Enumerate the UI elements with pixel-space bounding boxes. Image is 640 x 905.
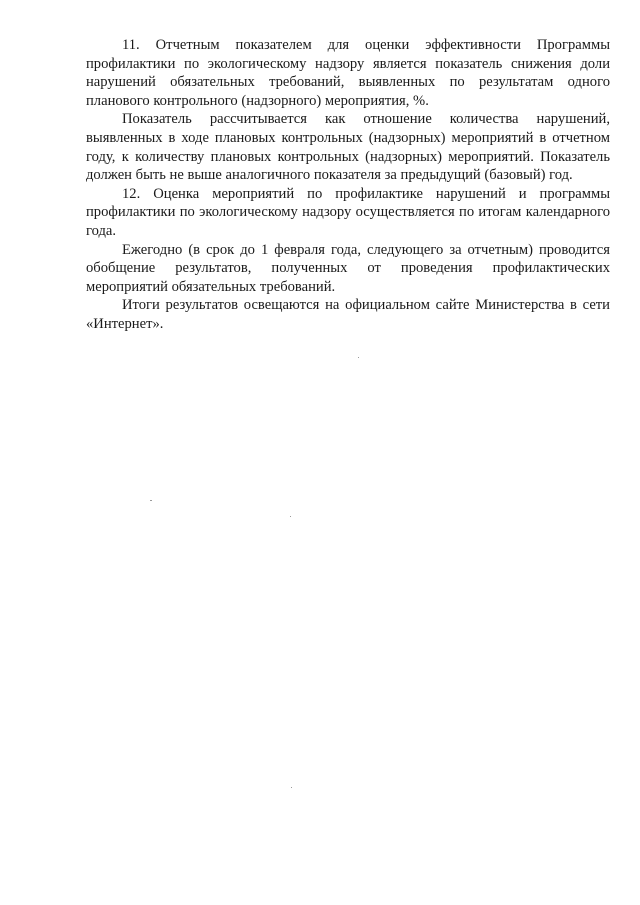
scan-speck: [290, 516, 291, 517]
document-body: [86, 36, 610, 334]
scan-speck: [291, 787, 292, 788]
paragraph-indicator-calculation: Показатель рассчитывается как отношение количества нарушений, выявленных в ходе плановых контрольных (надзорных) мероприятий в отчетном году, к количеству плановых контрольных (надзорных) мероприятий. Показатель должен быть не выше аналогичного показателя за предыдущий (базовый) год.: [86, 111, 610, 184]
paragraph-annual-summary: Ежегодно (в срок до 1 февраля года, следующего за отчетным) проводится обобщение результатов, полученных от проведения профилактических мероприятий обязательных требований.: [86, 241, 610, 295]
paragraph-11-indicator: 11. Отчетным показателем для оценки эффективности Программы профилактики по экологическому надзору является показатель снижения доли нарушений обязательных требований, выявленных по результатам одного планового контрольного (надзорного) мероприятия, %.: [86, 37, 610, 109]
scan-speck: [150, 500, 152, 501]
scan-speck: [358, 357, 359, 358]
paragraph-publication: Итоги результатов освещаются на официальном сайте Министерства в сети «Интернет».: [86, 297, 610, 332]
paragraph-12-evaluation: 12. Оценка мероприятий по профилактике нарушений и программы профилактики по экологическому надзору осуществляется по итогам календарного года.: [86, 185, 610, 239]
